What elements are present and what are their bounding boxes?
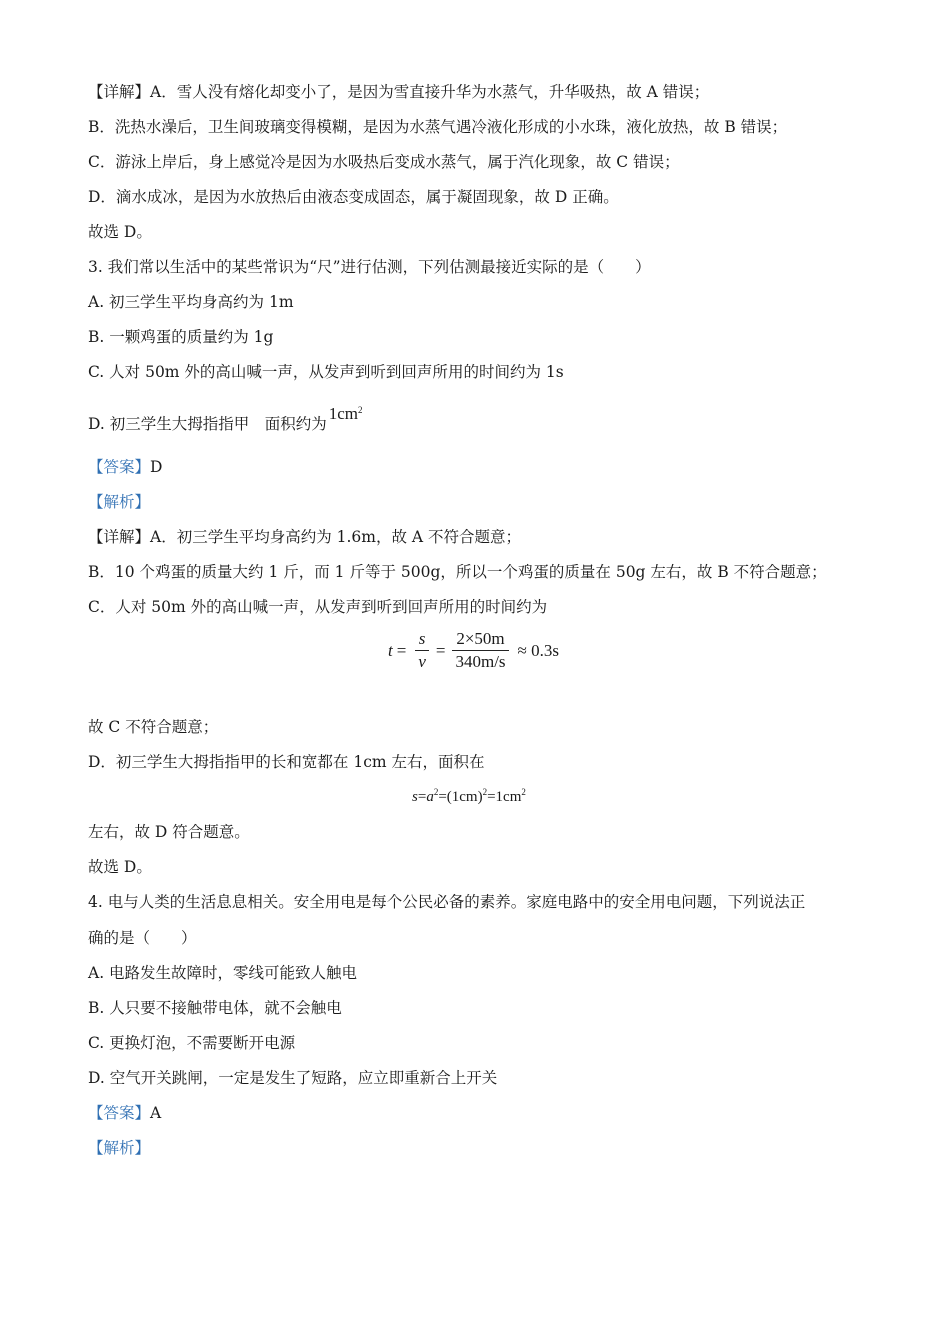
- detail-tag: 【详解】: [88, 83, 151, 101]
- formula-result: ≈ 0.3s: [517, 640, 559, 660]
- formula-mid: =(1cm): [438, 789, 483, 805]
- q4-stem-1: 4. 电与人类的生活息息相关。安全用电是每个公民必备的素养。家庭电路中的安全用电问题，下列说法正: [88, 893, 806, 911]
- q3-detail-c: C．人对 50m 外的高山喊一声，从发声到听到回声所用的时间约为: [88, 598, 548, 616]
- q4-option-b: B. 人只要不接触带电体，就不会触电: [88, 999, 342, 1017]
- q4-stem-2: 确的是（ ）: [88, 929, 197, 947]
- q3-detail-b: B．10 个鸡蛋的质量大约 1 斤，而 1 斤等于 500g，所以一个鸡蛋的质量在 50g 左右，故 B 不符合题意；: [88, 563, 827, 581]
- fraction-denominator: 340m/s: [455, 652, 506, 671]
- fraction-s-over-v: [414, 630, 430, 671]
- detail-text: A．初三学生平均身高约为 1.6m，故 A 不符合题意；: [150, 528, 522, 546]
- detail-line-d: D．滴水成冰，是因为水放热后由液态变成固态，属于凝固现象，故 D 正确。: [88, 188, 619, 206]
- formula-eq: =: [435, 640, 446, 660]
- q4-answer-line: [88, 1103, 161, 1123]
- area-formula: [412, 787, 526, 806]
- detail-line-b: B．洗热水澡后，卫生间玻璃变得模糊，是因为水蒸气遇冷液化形成的小水珠，液化放热，故 B 错误；: [88, 118, 788, 136]
- fraction-numerator: 2×50m: [452, 630, 508, 651]
- q3-option-c: C. 人对 50m 外的高山喊一声，从发声到听到回声所用的时间约为 1s: [88, 363, 564, 381]
- fraction-numerator: s: [415, 630, 430, 651]
- unit-sup: 2: [358, 405, 363, 415]
- q4-option-c: C. 更换灯泡，不需要断开电源: [88, 1034, 296, 1052]
- q3-option-d-text: D. 初三学生大拇指指甲 面积约为: [88, 415, 327, 433]
- unit-text: 1cm: [328, 404, 359, 423]
- q3-answer-line: [88, 457, 162, 477]
- fraction-values: [451, 630, 509, 671]
- q3-option-d-unit: [329, 404, 363, 423]
- answer-value: D: [150, 458, 163, 476]
- formula-end: =1cm: [487, 789, 522, 805]
- q3-option-b: B. 一颗鸡蛋的质量约为 1g: [88, 328, 274, 346]
- detail-line-c: C．游泳上岸后，身上感觉冷是因为水吸热后变成水蒸气，属于汽化现象，故 C 错误；: [88, 153, 680, 171]
- answer-tag: 【答案】: [88, 1104, 151, 1122]
- detail-line-a: [88, 82, 709, 102]
- formula-t: t: [388, 640, 393, 660]
- q3-detail-c-end: 故 C 不符合题意；: [88, 718, 219, 736]
- q3-option-d: [88, 404, 363, 434]
- time-formula: [388, 630, 559, 671]
- detail-tag: 【详解】: [88, 528, 151, 546]
- q3-stem: 3. 我们常以生活中的某些常识为“尺”进行估测，下列估测最接近实际的是（ ）: [88, 258, 651, 276]
- formula-eq: =: [396, 640, 407, 660]
- conclusion-line: 故选 D。: [88, 223, 152, 241]
- q3-conclusion: 故选 D。: [88, 858, 152, 876]
- q3-detail-d: D．初三学生大拇指指甲的长和宽都在 1cm 左右，面积在: [88, 753, 485, 771]
- detail-text-a: A．雪人没有熔化却变小了，是因为雪直接升华为水蒸气，升华吸热，故 A 错误；: [150, 83, 710, 101]
- formula-a: a: [426, 789, 434, 805]
- q3-option-a: A. 初三学生平均身高约为 1m: [88, 293, 294, 311]
- q3-analysis-tag: 【解析】: [88, 493, 151, 511]
- q3-detail-d-end: 左右，故 D 符合题意。: [88, 823, 250, 841]
- formula-sup: 2: [482, 787, 488, 797]
- q3-detail-a: [88, 527, 521, 547]
- formula-sup: 2: [433, 787, 439, 797]
- answer-tag: 【答案】: [88, 458, 151, 476]
- answer-value: A: [150, 1104, 162, 1122]
- q4-option-d: D. 空气开关跳闸，一定是发生了短路，应立即重新合上开关: [88, 1069, 498, 1087]
- formula-sup: 2: [521, 787, 526, 797]
- q4-option-a: A. 电路发生故障时，零线可能致人触电: [88, 964, 358, 982]
- fraction-denominator: v: [418, 652, 426, 671]
- formula-eq: =: [417, 789, 427, 805]
- formula-s: s: [412, 789, 418, 805]
- q4-analysis-tag: 【解析】: [88, 1139, 151, 1157]
